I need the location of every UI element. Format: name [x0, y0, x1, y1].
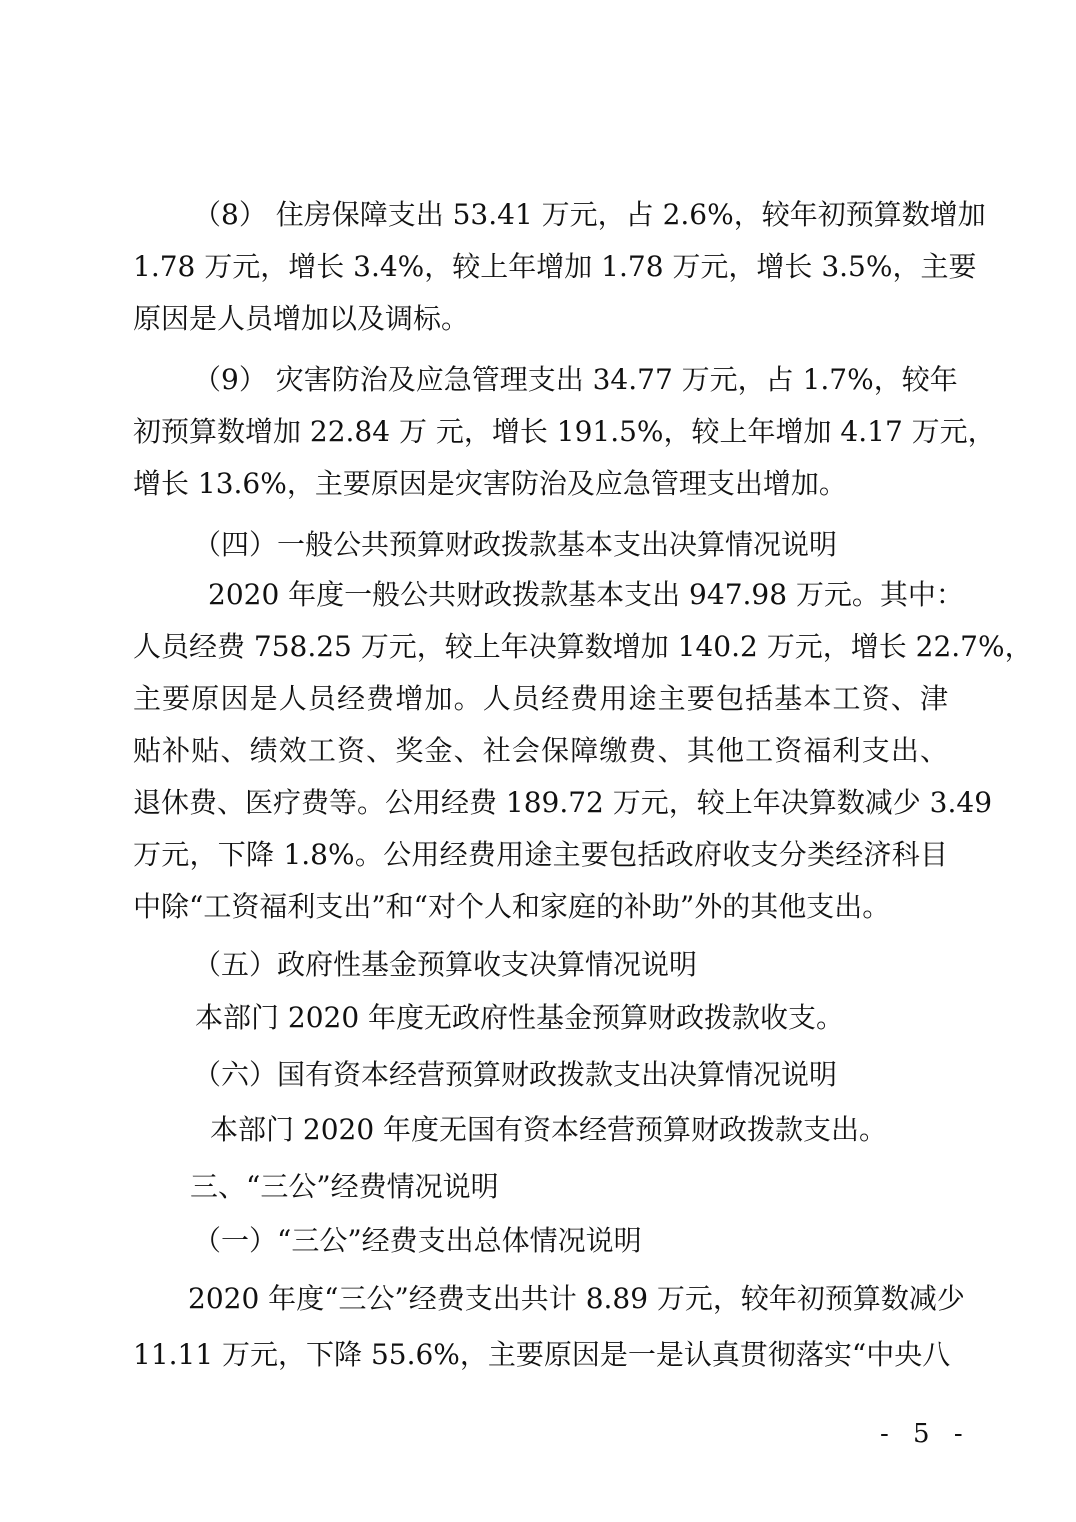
text-line: 2020 年度“三公”经费支出共计 8.89 万元，较年初预算数减少 [188, 1282, 965, 1315]
text-line: 1.78 万元，增长 3.4%，较上年增加 1.78 万元，增长 3.5%，主要 [133, 250, 977, 283]
section-heading: （五）政府性基金预算收支决算情况说明 [193, 948, 698, 981]
text-line: 11.11 万元，下降 55.6%，主要原因是一是认真贯彻落实“中央八 [133, 1338, 951, 1371]
text-line: （9） 灾害防治及应急管理支出 34.77 万元，占 1.7%，较年 [193, 363, 958, 396]
text-line: 本部门 2020 年度无国有资本经营预算财政拨款支出。 [210, 1113, 888, 1146]
text-line: 增长 13.6%，主要原因是灾害防治及应急管理支出增加。 [133, 467, 847, 500]
section-heading: （四）一般公共预算财政拨款基本支出决算情况说明 [193, 528, 838, 561]
text-line: 原因是人员增加以及调标。 [133, 302, 470, 335]
page-number: - 5 - [880, 1419, 971, 1449]
text-line: 万元，下降 1.8%。公用经费用途主要包括政府收支分类经济科目 [133, 838, 948, 871]
section-heading: 三、“三公”经费情况说明 [190, 1170, 499, 1203]
text-line: 初预算数增加 22.84 万 元，增长 191.5%，较上年增加 4.17 万元， [133, 415, 996, 448]
text-line: 退休费、医疗费等。公用经费 189.72 万元，较上年决算数减少 3.49 [133, 786, 993, 819]
text-line: 贴补贴、绩效工资、奖金、社会保障缴费、其他工资福利支出、 [133, 734, 948, 767]
text-line: 中除“工资福利支出”和“对个人和家庭的补助”外的其他支出。 [133, 890, 891, 923]
text-line: 人员经费 758.25 万元，较上年决算数增加 140.2 万元，增长 22.7%， [133, 630, 1033, 663]
text-line: 2020 年度一般公共财政拨款基本支出 947.98 万元。其中： [208, 578, 964, 611]
text-line: 本部门 2020 年度无政府性基金预算财政拨款收支。 [195, 1001, 845, 1034]
section-heading: （六）国有资本经营预算财政拨款支出决算情况说明 [193, 1058, 838, 1091]
section-heading: （一）“三公”经费支出总体情况说明 [193, 1224, 642, 1257]
text-line: 主要原因是人员经费增加。人员经费用途主要包括基本工资、津 [133, 682, 948, 715]
text-line: （8） 住房保障支出 53.41 万元，占 2.6%，较年初预算数增加 [193, 198, 986, 231]
